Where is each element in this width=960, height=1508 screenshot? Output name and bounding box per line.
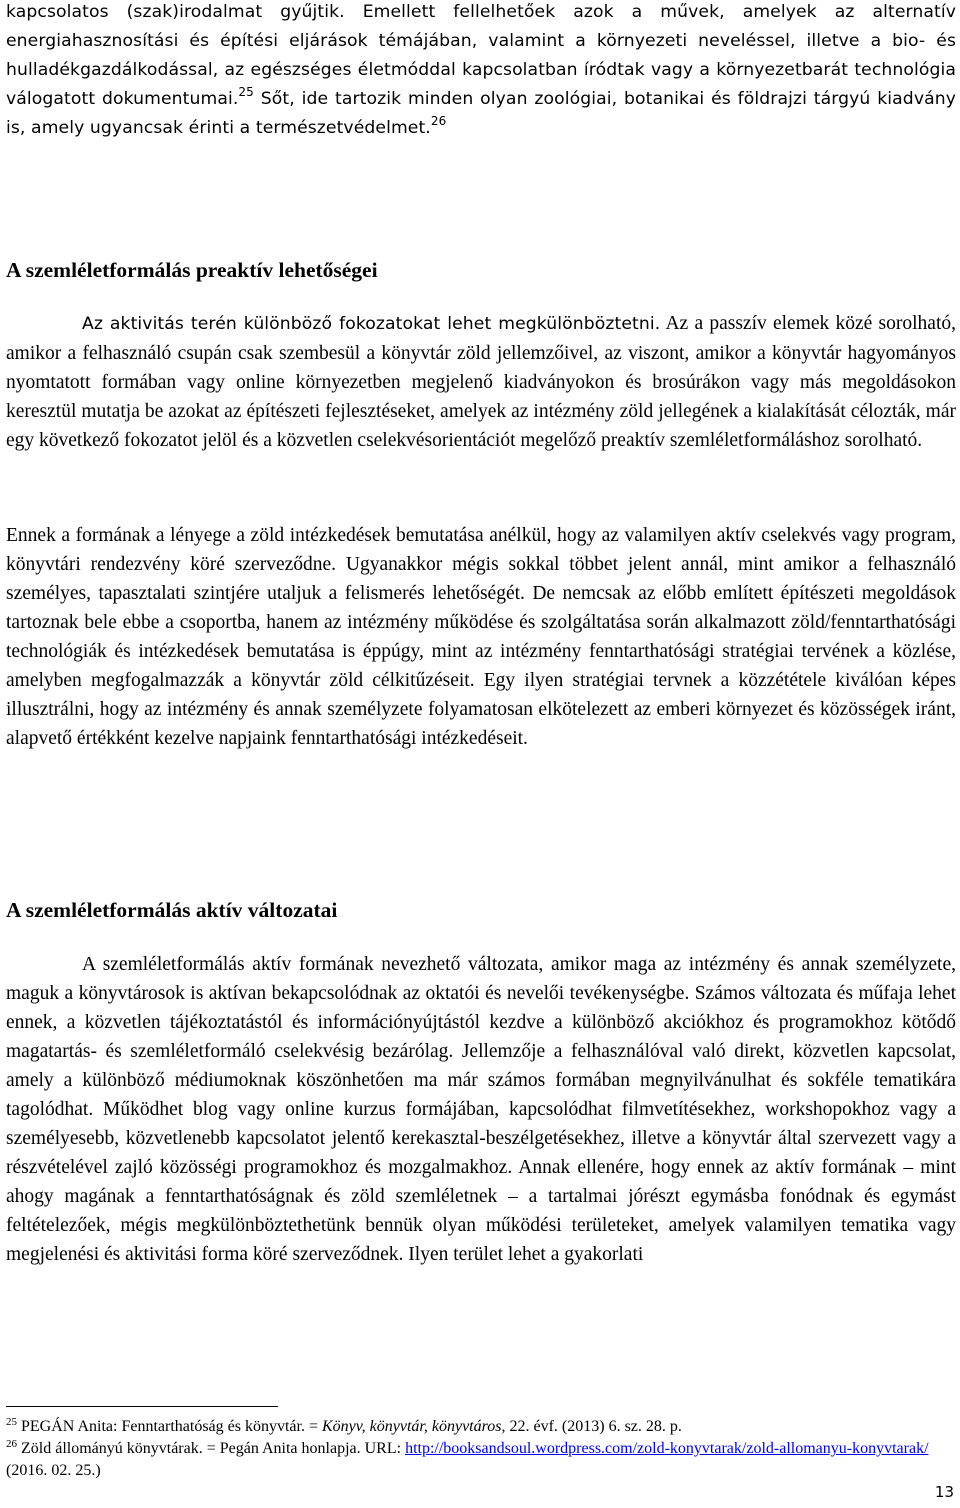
footnote-26-text: Zöld állományú könyvtárak. = Pegán Anita honlapja. URL: — [17, 1440, 406, 1457]
preactive-paragraph-2: Ennek a formának a lényege a zöld intézkedések bemutatása anélkül, hogy az valamilyen aktív cselekvés vagy program, könyvtári rendezvény köré szerveződne. Ugyanakkor mégis sokkal többet jelent annál, mint amikor a felhasználó személyes, tapasztalati szintjére utaljuk a felismerés lehetőségét. De nemcsak az előbb említett építészeti megoldások tartoznak bele ebbe a csoportba, hanem az intézmény működése és szolgáltatása során alkalmazott zöld/fenntarthatósági technológiák és intézkedések bemutatása is éppúgy, mint az intézmény fenntarthatósági stratégiai tervének a közlése, amelyben megfogalmazzák a könyvtár zöld célkitűzéseit. Egy ilyen stratégiai tervnek a közzététele kiválóan képes illusztrálni, hogy az intézmény és annak személyzete folyamatosan elkötelezett az emberi környezet és közösségek iránt, alapvető értékként kezelve napjaink fenntarthatósági intézkedéseit. — [6, 525, 956, 749]
footnote-ref-26[interactable]: 26 — [430, 114, 447, 128]
preactive-paragraph-1 — [6, 309, 956, 455]
footnote-25-journal: Könyv, könyvtár, könyvtáros — [321, 1418, 502, 1435]
footnote-25-end: , 22. évf. (2013) 6. sz. 28. p. — [501, 1418, 682, 1435]
footnote-26-end: (2016. 02. 25.) — [6, 1462, 101, 1479]
active-paragraph-1: A szemléletformálás aktív formának nevezhető változata, amikor maga az intézmény és annak személyzete, maguk a könyvtárosok is aktívan bekapcsolódnak az oktatói és nevelői tevékenységbe. Számos változata és műfaja lehet ennek, a közvetlen tájékoztatástól és információnyújtástól kezdve a különböző akciókhoz és programokhoz kötődő magatartás- és szemléletformáló cselekvésig bezárólag. Jellemzője a felhasználóval való direkt, közvetlen kapcsolat, amely a különböző médiumoknak köszönhetően ma már számos formában megnyilvánulhat és sokféle tematikára tagolódhat. Működhet blog vagy online kurzus formájában, kapcsolódhat filmvetítésekhez, workshopokhoz vagy a személyesebb, közvetlenebb kapcsolatot jelentő kerekasztal-beszélgetésekhez, illetve a könyvtár által szervezett vagy a részvételével zajló közösségi programokhoz és mozgalmakhoz. Annak ellenére, hogy ennek az aktív formának – mint ahogy magának a fenntarthatóságnak és zöld szemléletnek – a tartalmai jórészt egymásba fonódnak és egymást feltételezőek, mégis megkülönböztethetünk bennük olyan működési területeket, amelyek valamilyen tematika vagy megjelenési és aktivitási forma köré szerveződnek. Ilyen terület lehet a gyakorlati — [6, 954, 956, 1265]
intro-text-a: kapcsolatos (szak)irodalmat gyűjtik. Emellett fellelhetőek azok a művek, amelyek az alternatív energiahasznosítási és építési eljárások témájában, valamint a környezeti neveléssel, illetve a bio- és hulladékgazdálkodással, az egészséges életmóddal kapcsolatban íródtak vagy a környezetbarát technológia válogatott dokumentumai. — [6, 2, 956, 109]
footnote-25-text: PEGÁN Anita: Fenntarthatóság és könyvtár. = — [17, 1418, 322, 1435]
footnote-ref-25[interactable]: 25 — [238, 85, 254, 99]
footnote-separator — [6, 1406, 278, 1407]
footnote-25-number: 25 — [6, 1416, 17, 1428]
intro-paragraph — [6, 0, 956, 143]
page-number: 13 — [934, 1483, 954, 1501]
footnote-26 — [6, 1438, 956, 1482]
intro-text-b: Sőt, ide tartozik minden olyan zoológiai, botanikai és földrajzi tárgyú kiadvány is, amely ugyancsak érinti a természetvédelmet. — [6, 89, 956, 138]
footnote-26-link[interactable]: http://booksandsoul.wordpress.com/zold-konyvtarak/zold-allomanyu-konyvtarak/ — [405, 1440, 929, 1457]
section-heading-active: A szemléletformálás aktív változatai — [6, 898, 338, 922]
preactive-paragraph-1-rest: Az a passzív elemek közé sorolható, amikor a felhasználó csupán csak szembesül a könyvtár zöld jellemzőivel, az viszont, amikor a könyvtár hagyományos nyomtatott formában vagy online környezetben megjelenő kiadványokon és brosúrákon vagy más megoldásokon keresztül mutatja be azokat az építészeti fejlesztéseket, amelyek az intézmény zöld jellegének a kialakítását célozták, már egy következő fokozatot jelöl és a közvetlen cselekvésorientációt megelőző preaktív szemléletformáláshoz sorolható. — [6, 313, 957, 451]
footnote-25 — [6, 1416, 956, 1438]
preactive-lead-sentence: Az aktivitás terén különböző fokozatokat lehet megkülönböztetni. — [82, 314, 661, 334]
section-heading-preactive: A szemléletformálás preaktív lehetőségei — [6, 258, 378, 282]
footnote-26-number: 26 — [6, 1438, 17, 1450]
